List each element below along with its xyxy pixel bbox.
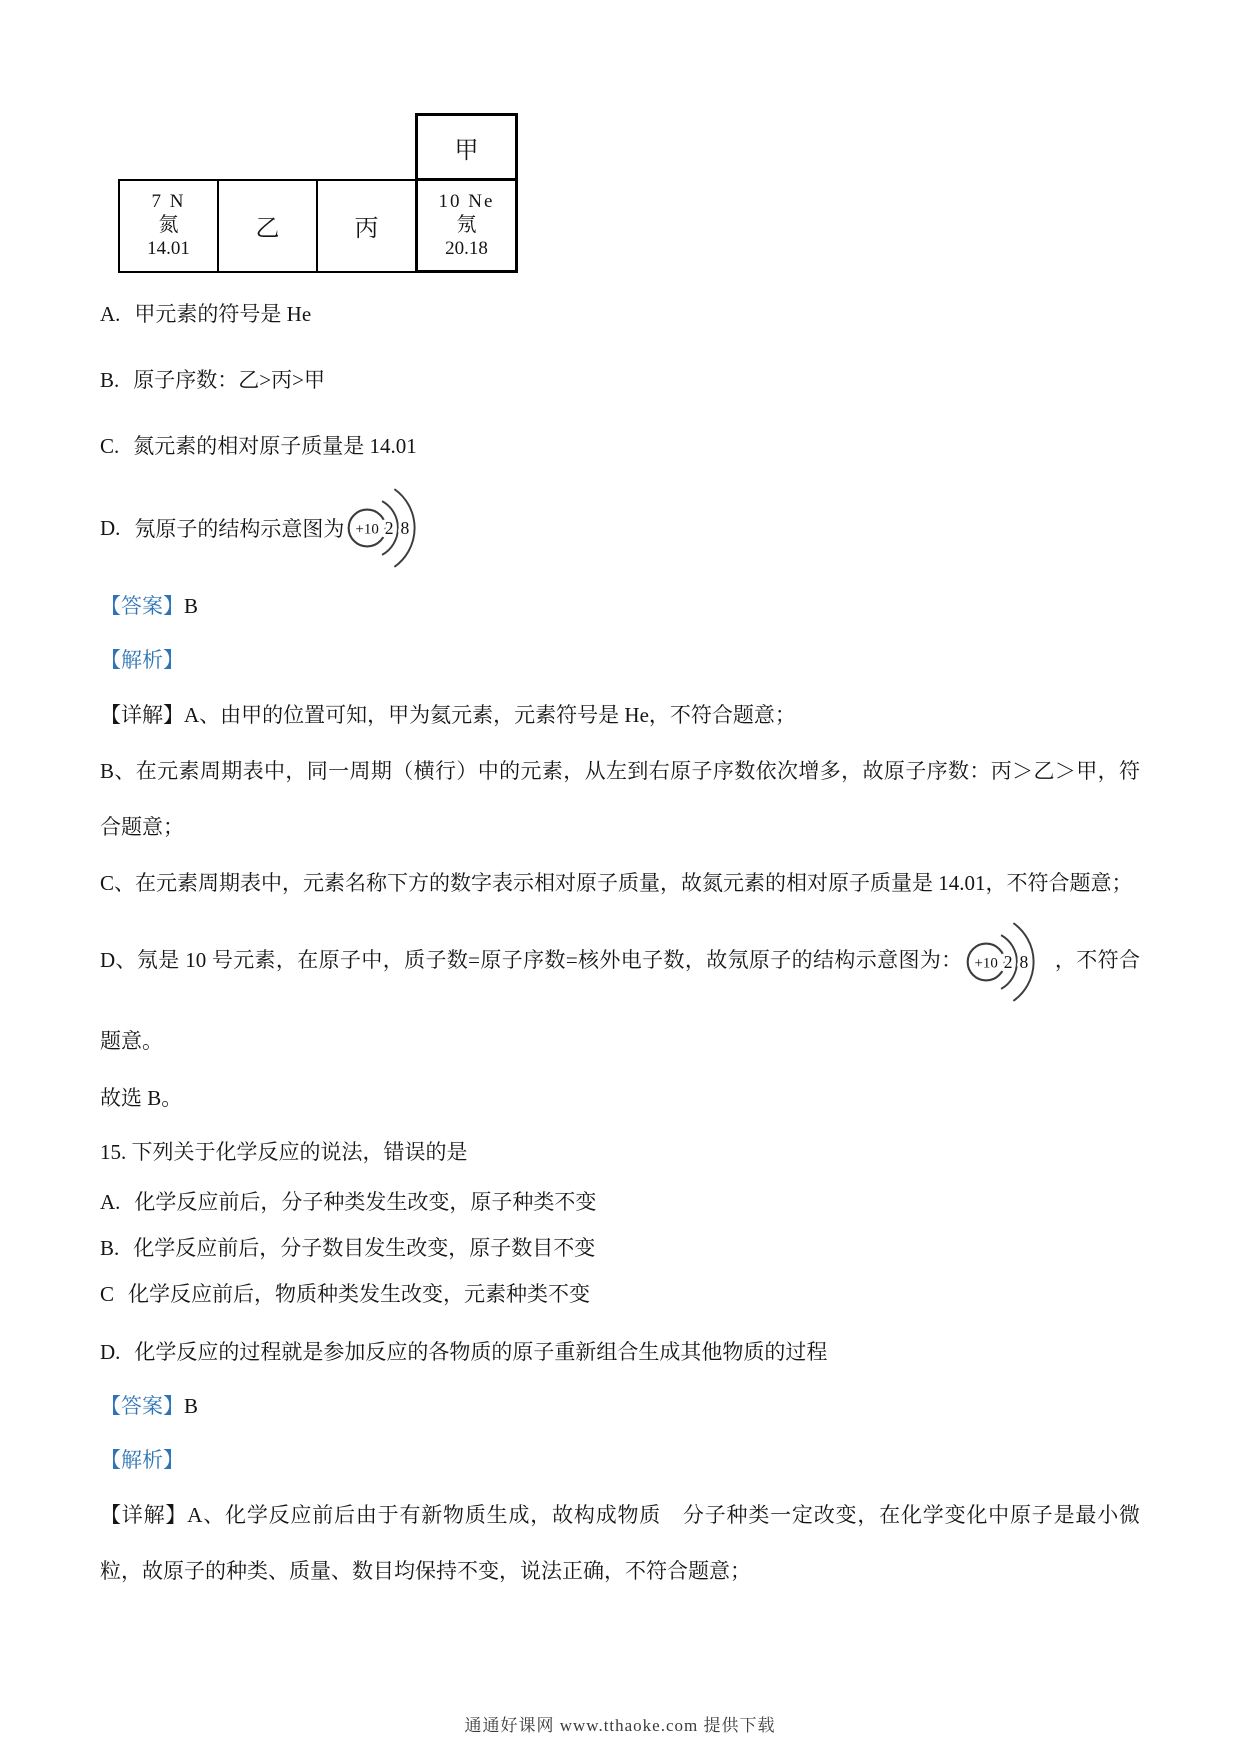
q14-detail-d xyxy=(100,911,1140,1069)
option-text: 化学反应的过程就是参加反应的各物质的原子重新组合生成其他物质的过程 xyxy=(134,1340,828,1364)
nucleus-charge-label: +10 xyxy=(355,521,380,538)
detail-text: A、由甲的位置可知，甲为氦元素，元素符号是 He，不符合题意； xyxy=(184,703,796,727)
table-cell-bing: 丙 xyxy=(317,180,417,272)
q15-detail-a xyxy=(100,1487,1140,1599)
outer-electron-count: 8 xyxy=(400,518,410,539)
table-empty-cell xyxy=(317,115,417,180)
element-mass: 20.18 xyxy=(445,238,488,259)
atom-structure-diagram xyxy=(346,477,434,579)
q14-detail-c xyxy=(100,855,1140,911)
q15-option-d xyxy=(100,1325,1140,1379)
option-text: 原子序数：乙>丙>甲 xyxy=(133,368,325,392)
analysis-label: 【解析】 xyxy=(100,648,184,672)
table-cell-jia: 甲 xyxy=(417,115,517,180)
table-empty-cell xyxy=(119,115,218,180)
table-cell-yi: 乙 xyxy=(218,180,317,272)
q14-detail-a xyxy=(100,687,1140,743)
option-text: 氮元素的相对原子质量是 14.01 xyxy=(133,434,417,458)
option-label: D. xyxy=(100,515,121,540)
q14-conclusion: 故选 B。 xyxy=(100,1086,183,1110)
answer-label: 【答案】 xyxy=(100,594,184,618)
nucleus-charge-label: +10 xyxy=(973,955,998,972)
option-label: A. xyxy=(100,302,121,326)
periodic-table-fragment xyxy=(118,113,518,273)
detail-text: D、氖是 10 号元素，在原子中，质子数=原子序数=核外电子数，故氖原子的结构示意图为： xyxy=(100,947,963,972)
q14-option-b xyxy=(100,353,1140,407)
answer-value: B xyxy=(184,1394,199,1418)
option-text: 化学反应前后，物质种类发生改变，元素种类不变 xyxy=(128,1282,591,1306)
table-cell-neon xyxy=(417,180,517,272)
q14-analysis-line xyxy=(100,633,1140,687)
detail-text: A、化学反应前后由于有新物质生成，故构成物质 分子种类一定改变，在化学变化中原子是最小微粒，故原子的种类、质量、数目均保持不变，说法正确，不符合题意； xyxy=(100,1503,1141,1583)
table-empty-cell xyxy=(218,115,317,180)
element-name: 氖 xyxy=(456,214,477,236)
page-footer: 通通好课网 www.tthaoke.com 提供下载 xyxy=(464,1716,776,1735)
option-label: D. xyxy=(100,1340,121,1364)
detail-text: C、在元素周期表中，元素名称下方的数字表示相对原子质量，故氮元素的相对原子质量是 14.01，不符合题意； xyxy=(100,871,1133,895)
option-text: 化学反应前后，分子数目发生改变，原子数目不变 xyxy=(133,1236,596,1260)
q14-detail-b xyxy=(100,743,1140,855)
document-page xyxy=(100,0,1140,1754)
option-label: B. xyxy=(100,368,120,392)
q14-answer-line xyxy=(100,579,1140,633)
option-text: 化学反应前后，分子种类发生改变，原子种类不变 xyxy=(134,1190,597,1214)
outer-electron-count: 8 xyxy=(1019,952,1028,973)
q15-analysis-line xyxy=(100,1433,1140,1487)
answer-value: B xyxy=(184,594,199,618)
q15-option-c xyxy=(100,1271,1140,1317)
inner-electron-count: 2 xyxy=(1003,952,1013,973)
option-label: B. xyxy=(100,1236,120,1260)
detail-label: 【详解】 xyxy=(100,703,184,727)
q15-stem: 15. 下列关于化学反应的说法，错误的是 xyxy=(100,1140,468,1164)
option-text: 氖原子的结构示意图为 xyxy=(134,517,345,541)
table-cell-nitrogen xyxy=(119,180,218,272)
element-number-symbol: 10 Ne xyxy=(438,191,495,212)
q15-option-b xyxy=(100,1225,1140,1271)
detail-text: ，不符合题意。 xyxy=(100,947,1140,1053)
element-mass: 14.01 xyxy=(147,238,190,259)
analysis-label: 【解析】 xyxy=(100,1448,184,1472)
option-label: A. xyxy=(100,1190,121,1214)
answer-label: 【答案】 xyxy=(100,1394,184,1418)
detail-text: B、在元素周期表中，同一周期（横行）中的元素，从左到右原子序数依次增多，故原子序数：丙＞乙＞甲，符合题意； xyxy=(100,759,1140,839)
inner-electron-count: 2 xyxy=(385,518,394,539)
option-text: 甲元素的符号是 He xyxy=(134,302,312,326)
option-label: C. xyxy=(100,434,120,458)
atom-structure-diagram xyxy=(965,911,1053,1013)
q15-option-a xyxy=(100,1179,1140,1225)
element-name: 氮 xyxy=(158,214,179,236)
option-label: C xyxy=(100,1282,115,1306)
q15-answer-line xyxy=(100,1379,1140,1433)
q14-option-d xyxy=(100,477,1140,579)
q14-option-a xyxy=(100,287,1140,341)
element-number-symbol: 7 N xyxy=(151,191,186,212)
q14-option-c xyxy=(100,419,1140,473)
detail-label: 【详解】 xyxy=(100,1503,188,1527)
